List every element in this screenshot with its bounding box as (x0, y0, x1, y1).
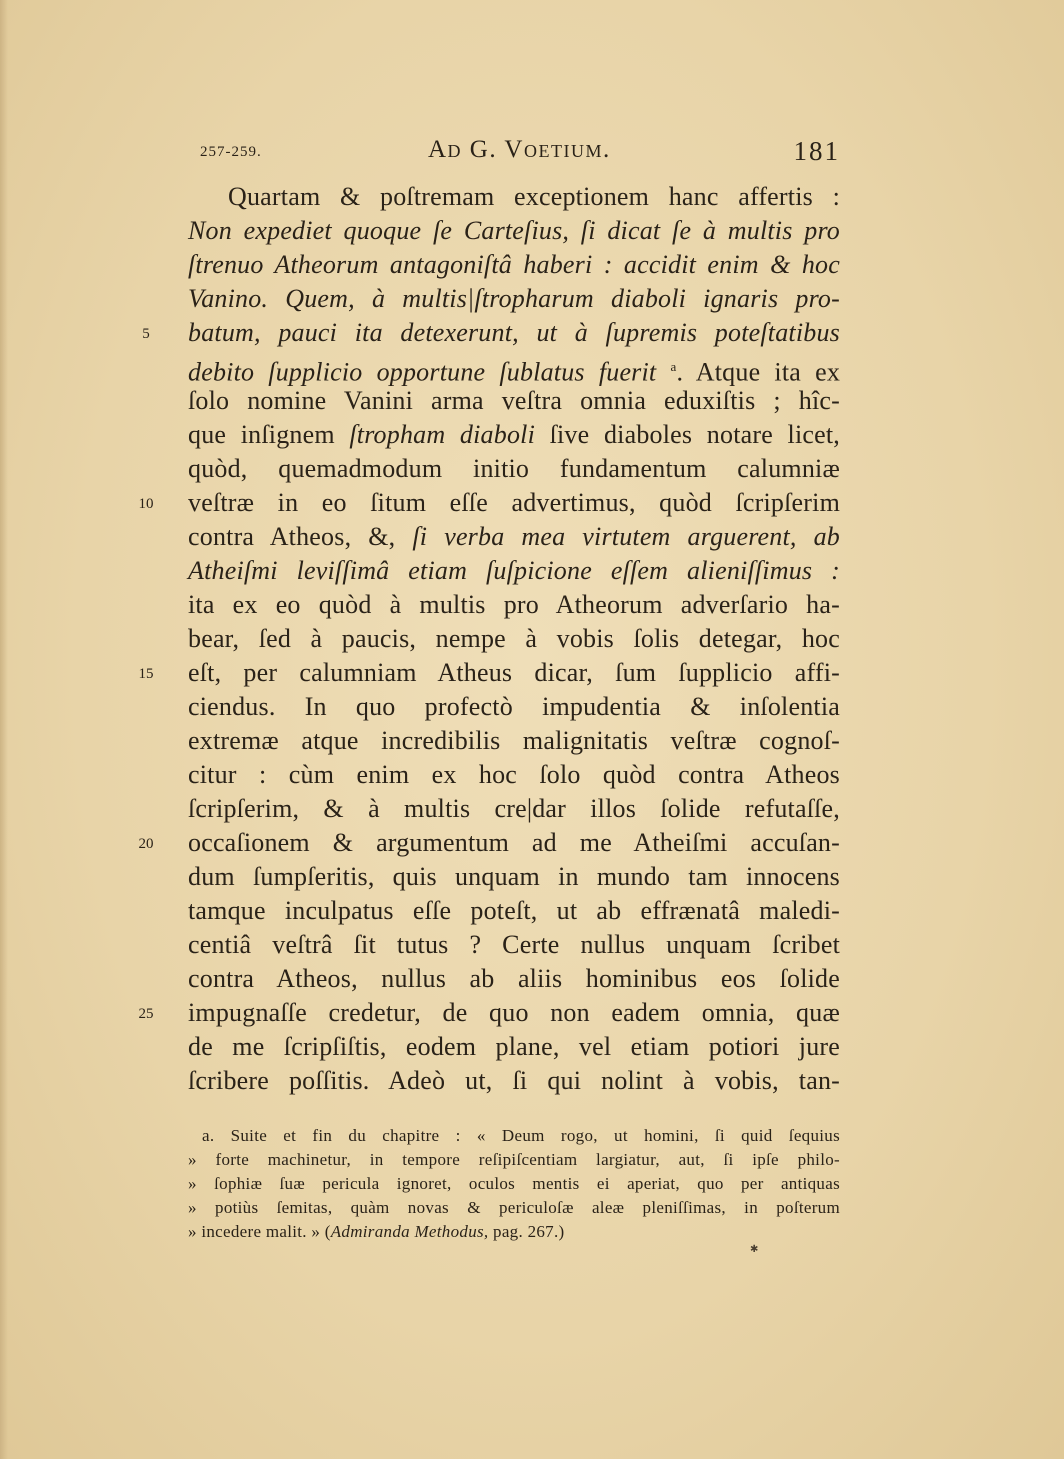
line-number-5: 5 (142, 326, 150, 342)
text-line-8-tail: ſive diaboles notare licet, (535, 420, 840, 449)
text-line-19: ſcripſerim, & à multis cre|dar illos ſolide refutaſſe, (188, 794, 840, 823)
text-line-5: batum, pauci ita detexerunt, ut à ſupremis poteſtatibus (188, 318, 840, 347)
text-line-16: ciendus. In quo profectò impudentia & inſolentia (188, 692, 840, 721)
text-line-27: ſcribere poſſitis. Adeò ut, ſi qui nolint à vobis, tan- (188, 1066, 840, 1095)
line-number-25: 25 (138, 1006, 154, 1022)
text-line-11 (188, 520, 840, 554)
text-line-1: Quartam & poſtremam exceptionem hanc affertis : (228, 182, 840, 211)
text-line-8-head: que inſignem (188, 420, 335, 449)
text-line-13: ita ex eo quòd à multis pro Atheorum adverſario ha- (188, 590, 840, 619)
text-line-4: Vanino. Quem, à multis|ſtropharum diaboli ignaris pro- (188, 284, 840, 313)
text-line-8-italic: ſtropham diaboli (349, 420, 535, 449)
text-line-21: dum ſumpſeritis, quis unquam in mundo tam innocens (188, 862, 840, 891)
text-line-2: Non expediet quoque ſe Carteſius, ſi dicat ſe à multis pro (188, 216, 840, 245)
text-line-9: quòd, quemadmodum initio fundamentum calumniæ (188, 454, 840, 483)
text-line-7: ſolo nomine Vanini arma veſtra omnia eduxiſtis ; hîc- (188, 386, 840, 415)
text-line-6 (188, 350, 841, 387)
text-line-22: tamque inculpatus eſſe poteſt, ut ab effrænatâ maledi- (188, 896, 840, 925)
text-line-15: eſt, per calumniam Atheus dicar, ſum ſupplicio affi- (188, 658, 840, 687)
running-header (200, 136, 840, 166)
footnote-line-2: » forte machinetur, in tempore reſipiſcentiam largiatur, aut, ſi ipſe philo- (188, 1150, 840, 1169)
footnote-line-5-head: » incedere malit. » ( (188, 1222, 331, 1241)
text-line-20: occaſionem & argumentum ad me Atheiſmi accuſan- (188, 828, 840, 857)
text-line-11-head: contra Atheos, &, (188, 522, 396, 551)
line-number-20: 20 (138, 836, 154, 852)
text-line-10: veſtræ in eo ſitum eſſe advertimus, quòd ſcripſerim (188, 488, 840, 517)
footnote-reference-title: Admiranda Methodus, (330, 1222, 489, 1241)
footnote-line-1: a. Suite et fin du chapitre : « Deum rogo, ut homini, ſi quid ſequius (202, 1126, 840, 1145)
page-edge-shadow (0, 0, 8, 1459)
text-line-6-tail: . Atque ita ex (676, 357, 841, 387)
text-line-26: de me ſcripſiſtis, eodem plane, vel etiam potiori jure (188, 1032, 840, 1061)
text-line-12: Atheiſmi leviſſimâ etiam ſuſpicione eſſem alieniſſimus : (188, 556, 840, 585)
header-page-range: 257-259. (200, 144, 262, 160)
footnote-reference-tail: pag. 267.) (488, 1222, 565, 1241)
text-line-23: centiâ veſtrâ ſit tutus ? Certe nullus unquam ſcribet (188, 930, 840, 959)
header-title: Ad G. Voetium. (428, 136, 611, 163)
text-line-3: ſtrenuo Atheorum antagoniſtâ haberi : accidit enim & hoc (188, 250, 840, 279)
header-page-number: 181 (793, 136, 840, 166)
footnote-line-3: » ſophiæ ſuæ pericula ignoret, oculos mentis ei aperiat, quo per antiquas (188, 1174, 840, 1193)
footnote (188, 1124, 840, 1244)
text-line-11-italic: ſi verba mea virtutem arguerent, ab (412, 522, 841, 551)
text-line-25: impugnaſſe credetur, de quo non eadem omnia, quæ (188, 998, 840, 1027)
line-number-10: 10 (138, 496, 154, 512)
footnote-line-4: » potiùs ſemitas, quàm novas & periculoſæ aleæ pleniſſimas, in poſterum (188, 1198, 840, 1217)
line-number-15: 15 (138, 666, 154, 682)
text-line-6-italic: debito ſupplicio opportune ſublatus fuerit (188, 357, 657, 387)
printer-mark: ✱ (750, 1244, 759, 1255)
footnote-line-5 (188, 1220, 840, 1244)
main-text (188, 180, 840, 1098)
text-line-8 (188, 418, 840, 452)
text-line-24: contra Atheos, nullus ab aliis hominibus eos ſolide (188, 964, 840, 993)
footnote-ref-a: a (670, 359, 677, 374)
text-line-17: extremæ atque incredibilis malignitatis veſtræ cognoſ- (188, 726, 840, 755)
text-line-14: bear, ſed à paucis, nempe à vobis ſolis detegar, hoc (188, 624, 840, 653)
text-line-18: citur : cùm enim ex hoc ſolo quòd contra Atheos (188, 760, 840, 789)
